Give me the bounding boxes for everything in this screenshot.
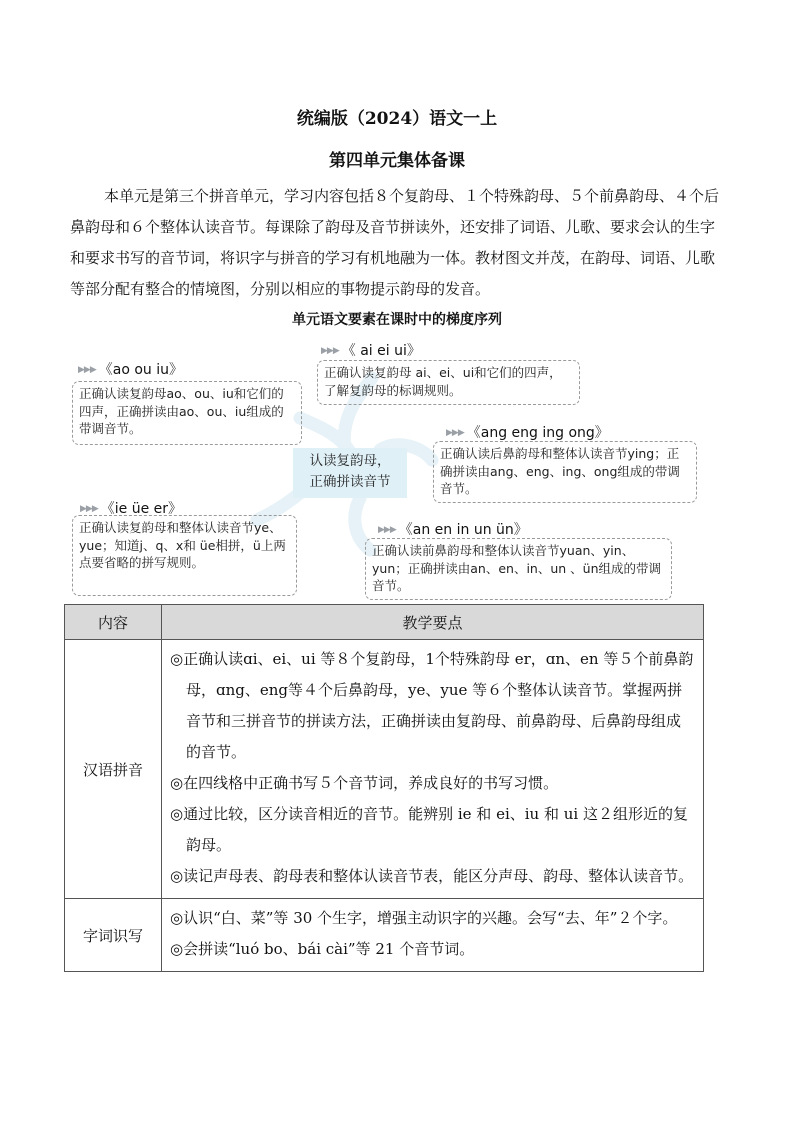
triple-arrow-icon: ▶▶▶ xyxy=(78,365,96,375)
center-line-2: 正确拼读音节 xyxy=(309,474,391,490)
node-box-ao-ou-iu: 正确认读复韵母ao、ou、iu和它们的四声，正确拼读由ao、ou、iu组成的带调音节。 xyxy=(72,381,302,445)
node-heading-ang-eng-ing-ong xyxy=(446,422,609,442)
triple-arrow-icon: ▶▶▶ xyxy=(378,525,396,535)
node-heading-text: 《ie üe er》 xyxy=(100,501,183,517)
node-heading-text: 《 ai ei ui》 xyxy=(341,343,421,359)
node-heading-an-en-in-un-vn xyxy=(378,519,528,539)
table-row xyxy=(65,899,704,972)
table-header-row xyxy=(65,605,704,640)
intro-paragraph: 本单元是第三个拼音单元，学习内容包括８个复韵母、１个特殊韵母、５个前鼻韵母、４个后鼻韵母和６个整体认读音节。每课除了韵母及音节拼读外，还安排了词语、儿歌、要求会认的生字和要求书写的音节词，将识字与拼音的学习有机地融为一体。教材图文并茂，在韵母、词语、儿歌等部分配有整合的情境图，分别以相应的事物提示韵母的发音。 xyxy=(70,187,720,298)
node-heading-text: 《ao ou iu》 xyxy=(98,362,184,378)
header-teaching-points: 教学要点 xyxy=(162,605,704,640)
list-item: ◎会拼读“luó bo、bái cài”等 21 个音节词。 xyxy=(170,940,475,958)
triple-arrow-icon: ▶▶▶ xyxy=(80,504,98,514)
table-row xyxy=(65,640,704,899)
list-item: ◎认识“白、菜”等 30 个生字，增强主动识字的兴趣。会写“去、年”２个字。 xyxy=(170,909,678,927)
diagram-title: 单元语文要素在课时中的梯度序列 xyxy=(292,312,502,328)
row-category: 字词识写 xyxy=(65,899,162,972)
row-items xyxy=(162,640,704,899)
node-box-an-en-in-un-vn: 正确认读前鼻韵母和整体认读音节yuan、yin、yun；正确拼读由an、en、in、un 、ün组成的带调音节。 xyxy=(365,538,672,600)
list-item: ◎通过比较，区分读音相近的音节。能辨别 ie 和 ei、iu 和 ui 这２组形近的复韵母。 xyxy=(170,805,688,854)
document-subtitle: 第四单元集体备课 xyxy=(329,151,465,171)
node-heading-ao-ou-iu xyxy=(78,359,183,379)
triple-arrow-icon: ▶▶▶ xyxy=(321,346,339,356)
node-box-ie-ue-er: 正确认读复韵母和整体认读音节ye、yue；知道j、q、x和 üe相拼，ü上两点要省略的拼写规则。 xyxy=(72,515,297,596)
header-content: 内容 xyxy=(65,605,162,640)
triple-arrow-icon: ▶▶▶ xyxy=(446,428,464,438)
list-item: ◎正确认读ɑi、ei、ui 等８个复韵母，1个特殊韵母 er，ɑn、en 等５个前鼻韵母，ɑng、eng等４个后鼻韵母，ye、yue 等６个整体认读音节。掌握两拼音节和三拼音节的拼读方法，正确拼读由复韵母、前鼻韵母、后鼻韵母组成的音节。 xyxy=(170,650,694,761)
document-title: 统编版（2024）语文一上 xyxy=(296,109,498,129)
node-box-ai-ei-ui: 正确认读复韵母 ai、ei、ui和它们的四声，了解复韵母的标调规则。 xyxy=(317,360,580,405)
node-heading-text: 《ang eng ing ong》 xyxy=(466,425,609,441)
node-heading-text: 《an en in un ün》 xyxy=(398,522,528,538)
node-box-ang-eng-ing-ong: 正确认读后鼻韵母和整体认读音节ying；正确拼读由ang、eng、ing、ong组成的带调音节。 xyxy=(433,441,697,503)
center-line-1: 认读复韵母， xyxy=(309,453,391,469)
diagram-center xyxy=(293,448,407,498)
list-item: ◎读记声母表、韵母表和整体认读音节表，能区分声母、韵母、整体认读音节。 xyxy=(170,867,694,885)
row-items xyxy=(162,899,704,972)
list-item: ◎在四线格中正确书写５个音节词，养成良好的书写习惯。 xyxy=(170,774,559,792)
teaching-points-table xyxy=(64,604,704,972)
node-heading-ai-ei-ui xyxy=(321,340,421,360)
row-category: 汉语拼音 xyxy=(65,640,162,899)
